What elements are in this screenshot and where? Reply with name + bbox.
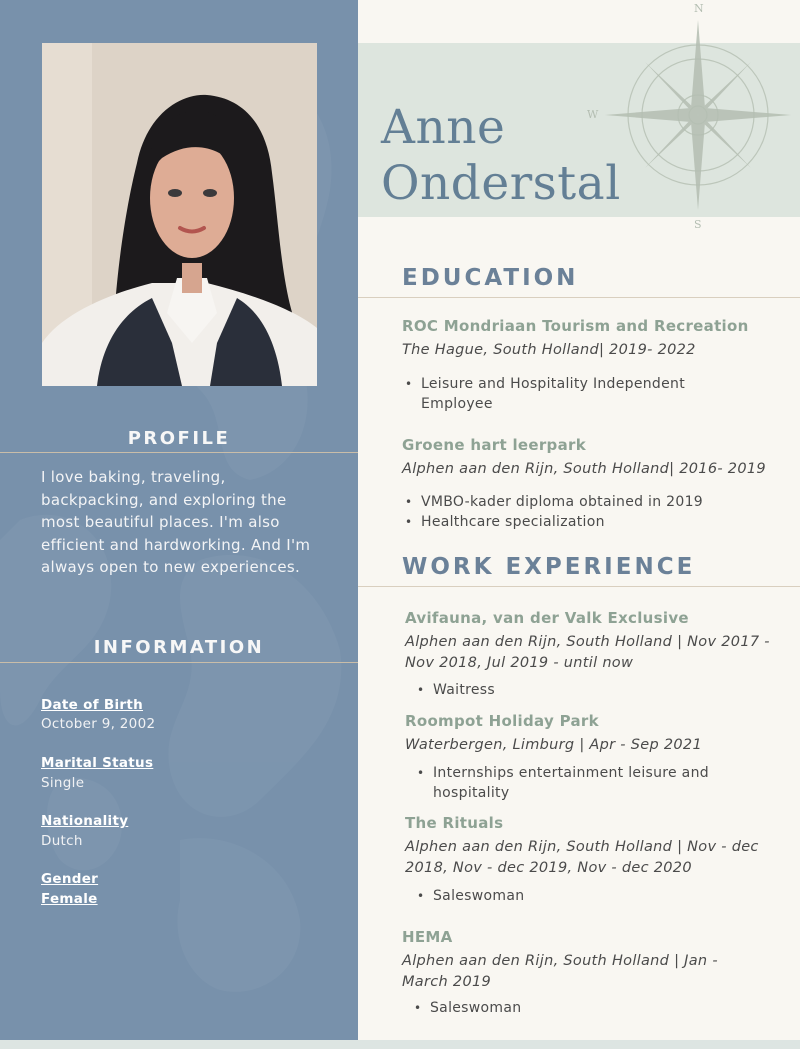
profile-divider [0,452,358,453]
last-name: Onderstal [381,156,621,211]
education-divider [358,297,800,298]
info-label-nationality: Nationality [41,813,129,829]
sidebar [0,0,358,1040]
work-entry-place: Alphen aan den Rijn, South Holland | Jan - March 2019 [402,953,718,990]
education-entry-title: ROC Mondriaan Tourism and Recreation [402,317,749,335]
info-value-nationality: Dutch [41,833,83,849]
info-value-date-of-birth: October 9, 2002 [41,716,156,732]
education-entry-place: Alphen aan den Rijn, South Holland| 2016- 2019 [402,461,766,477]
education-entry-place: The Hague, South Holland| 2019- 2022 [402,342,696,358]
information-heading: INFORMATION [93,637,265,658]
profile-photo [42,43,317,386]
work-entry-place: Waterbergen, Limburg | Apr - Sep 2021 [405,737,702,753]
work-entry-title: Roompot Holiday Park [405,712,599,730]
profile-heading: PROFILE [127,428,231,449]
work-entry-bullet: • Saleswoman [430,998,770,1018]
profile-text: I love baking, traveling, backpacking, and exploring the most beautiful places. I'm also efficient and hardworking. And I'm always open to new experiences. [41,468,311,576]
info-value-marital-status: Single [41,775,85,791]
education-heading: EDUCATION [402,265,579,291]
first-name: Anne [381,100,506,155]
information-divider [0,662,358,663]
education-entry-bullet: • Leisure and Hospitality Independent Employee [421,374,721,414]
education-entry-bullet: • VMBO-kader diploma obtained in 2019 [421,492,781,512]
compass-n-letter: N [694,2,704,15]
education-entry-bullet: • Healthcare specialization [421,512,781,532]
bottom-strip [0,1040,800,1049]
info-label-gender: Gender [41,871,99,887]
education-entry-title: Groene hart leerpark [402,436,586,454]
work-entry-place: Alphen aan den Rijn, South Holland | Nov 2017 - Nov 2018, Jul 2019 - until now [405,634,770,671]
work-entry-place: Alphen aan den Rijn, South Holland | Nov - dec 2018, Nov - dec 2019, Nov - dec 2020 [405,839,759,876]
info-label-marital-status: Marital Status [41,755,154,771]
compass-s-letter: S [694,218,702,230]
work-entry-bullet: • Waitress [433,680,773,700]
work-experience-divider [358,586,800,587]
work-entry-title: HEMA [402,928,453,946]
work-experience-heading: WORK EXPERIENCE [402,554,696,580]
work-entry-bullet: • Internships entertainment leisure and hospitality [433,763,753,803]
info-value-gender: Female [41,891,98,907]
work-entry-title: The Rituals [405,814,504,832]
work-entry-bullet: • Saleswoman [433,886,773,906]
info-label-date-of-birth: Date of Birth [41,697,144,713]
work-entry-title: Avifauna, van der Valk Exclusive [405,609,689,627]
full-name [381,100,621,212]
portrait-image [42,43,317,386]
compass-w-letter: W [587,108,599,121]
